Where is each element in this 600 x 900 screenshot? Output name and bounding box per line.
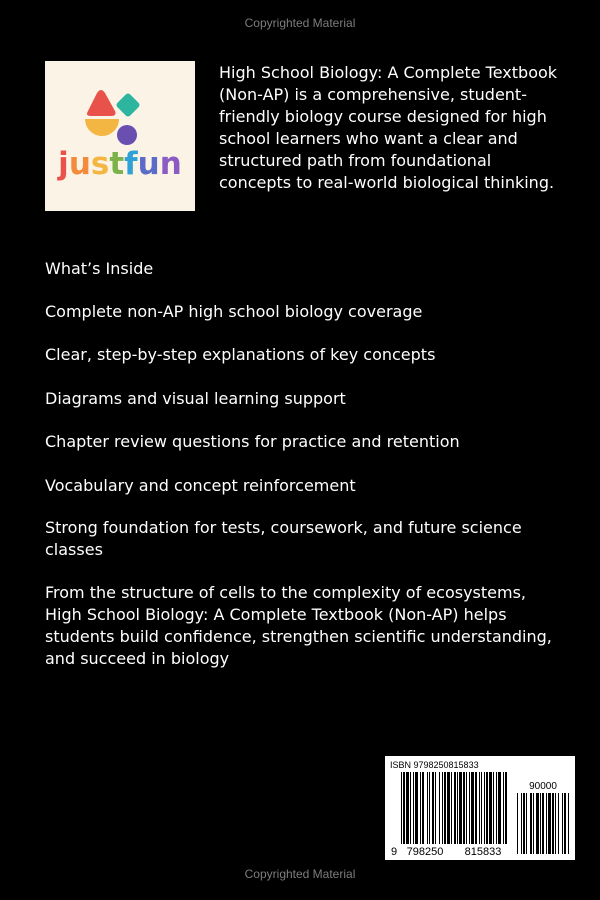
barcode-right-digits: 815833 (464, 846, 502, 858)
logo-letter-j: j (58, 146, 69, 182)
barcode-addon-bar (568, 793, 569, 854)
feature-item-coverage: Complete non-AP high school biology coverage (45, 302, 423, 321)
feature-item-diagrams: Diagrams and visual learning support (45, 389, 346, 408)
barcode-bar (454, 772, 456, 850)
feature-item-explanations: Clear, step-by-step explanations of key concepts (45, 345, 436, 364)
barcode-graphic (385, 756, 575, 860)
barcode-bar (429, 772, 430, 850)
barcode-addon-bar (540, 793, 541, 854)
barcode-bar (479, 772, 480, 850)
barcode-bar (503, 772, 504, 850)
barcode-bar (469, 772, 470, 850)
barcode-bar (420, 772, 421, 850)
barcode-bar (447, 772, 450, 850)
copyright-watermark-bottom: Copyrighted Material (244, 867, 356, 881)
barcode-bar (403, 772, 405, 850)
book-description-intro: High School Biology: A Complete Textbook (Non-AP) is a comprehensive, student-friendly biology course designed for high school learners who want a clear and structured path from foundational concepts to real-world biological thinking. (219, 63, 558, 192)
barcode-addon-bar (564, 793, 566, 854)
barcode-addon-bar (526, 793, 527, 854)
logo-purple-circle-shape (117, 125, 137, 145)
barcode-addon-bar (558, 793, 559, 854)
barcode-bar (489, 772, 492, 850)
logo-letter-n: n (159, 146, 182, 182)
barcode-addon-bar (530, 793, 532, 854)
barcode-bar (457, 772, 458, 850)
logo-letter-s: s (90, 146, 110, 182)
isbn-barcode (385, 756, 575, 860)
barcode-addon-bars (517, 793, 569, 854)
barcode-bar (498, 772, 501, 850)
barcode-bar (463, 772, 465, 850)
logo-letter-t: t (109, 146, 125, 182)
feature-item-review-questions: Chapter review questions for practice and retention (45, 432, 460, 451)
barcode-bar (484, 772, 485, 850)
logo-letter-u: u (68, 146, 91, 182)
isbn-label: ISBN 9798250815833 (390, 760, 479, 770)
barcode-main-bars (401, 772, 507, 850)
barcode-bar (427, 772, 428, 850)
barcode-bar (496, 772, 497, 850)
barcode-addon-bar (536, 793, 539, 854)
justfun-logo-graphic (45, 61, 195, 211)
barcode-left-digits: 798250 (406, 846, 444, 858)
logo-letter-f: f (124, 146, 138, 182)
barcode-bar (451, 772, 452, 850)
copyright-watermark-top: Copyrighted Material (244, 16, 356, 30)
barcode-addon-digits: 90000 (529, 781, 557, 792)
logo-letter-u2: u (137, 146, 160, 182)
barcode-bar (410, 772, 411, 850)
barcode-bar (493, 772, 494, 850)
barcode-bar (466, 772, 467, 850)
barcode-bar (471, 772, 474, 850)
barcode-bar (439, 772, 440, 850)
logo-teal-diamond-shape (115, 92, 140, 117)
barcode-bar (415, 772, 418, 850)
barcode-bar (505, 772, 507, 850)
barcode-addon-bar (548, 793, 551, 854)
barcode-bar (486, 772, 488, 850)
logo-wordmark (56, 146, 182, 182)
barcode-addon-bar (533, 793, 534, 854)
publisher-logo (45, 61, 195, 211)
barcode-addon-bar (523, 793, 525, 854)
barcode-bar (481, 772, 482, 850)
barcode-addon-bar (517, 793, 518, 854)
barcode-bar (422, 772, 424, 850)
barcode-bar (413, 772, 414, 850)
barcode-bar (444, 772, 446, 850)
barcode-bar (442, 772, 443, 850)
book-description-closing: From the structure of cells to the complexity of ecosystems, High School Biology: A Complete Textbook (Non-AP) helps students build confidence, strengthen scientific understanding, and succeed in biology (45, 583, 552, 668)
barcode-first-digit: 9 (391, 846, 398, 858)
barcode-addon-bar (521, 793, 522, 854)
barcode-bar (475, 772, 477, 850)
logo-yellow-halfcircle-shape (85, 119, 119, 136)
barcode-addon-bar (552, 793, 554, 854)
barcode-addon-bar (562, 793, 563, 854)
feature-item-foundation: Strong foundation for tests, coursework, and future science classes (45, 518, 522, 559)
whats-inside-heading: What’s Inside (45, 259, 154, 278)
logo-red-triangle-shape (87, 90, 116, 116)
barcode-addon-bar (542, 793, 544, 854)
feature-item-vocabulary: Vocabulary and concept reinforcement (45, 476, 356, 495)
barcode-addon-bar (555, 793, 556, 854)
barcode-bar (459, 772, 462, 850)
barcode-bar (435, 772, 436, 850)
barcode-bar (432, 772, 434, 850)
barcode-bar (406, 772, 409, 850)
barcode-addon-bar (546, 793, 547, 854)
barcode-bar (401, 772, 402, 850)
